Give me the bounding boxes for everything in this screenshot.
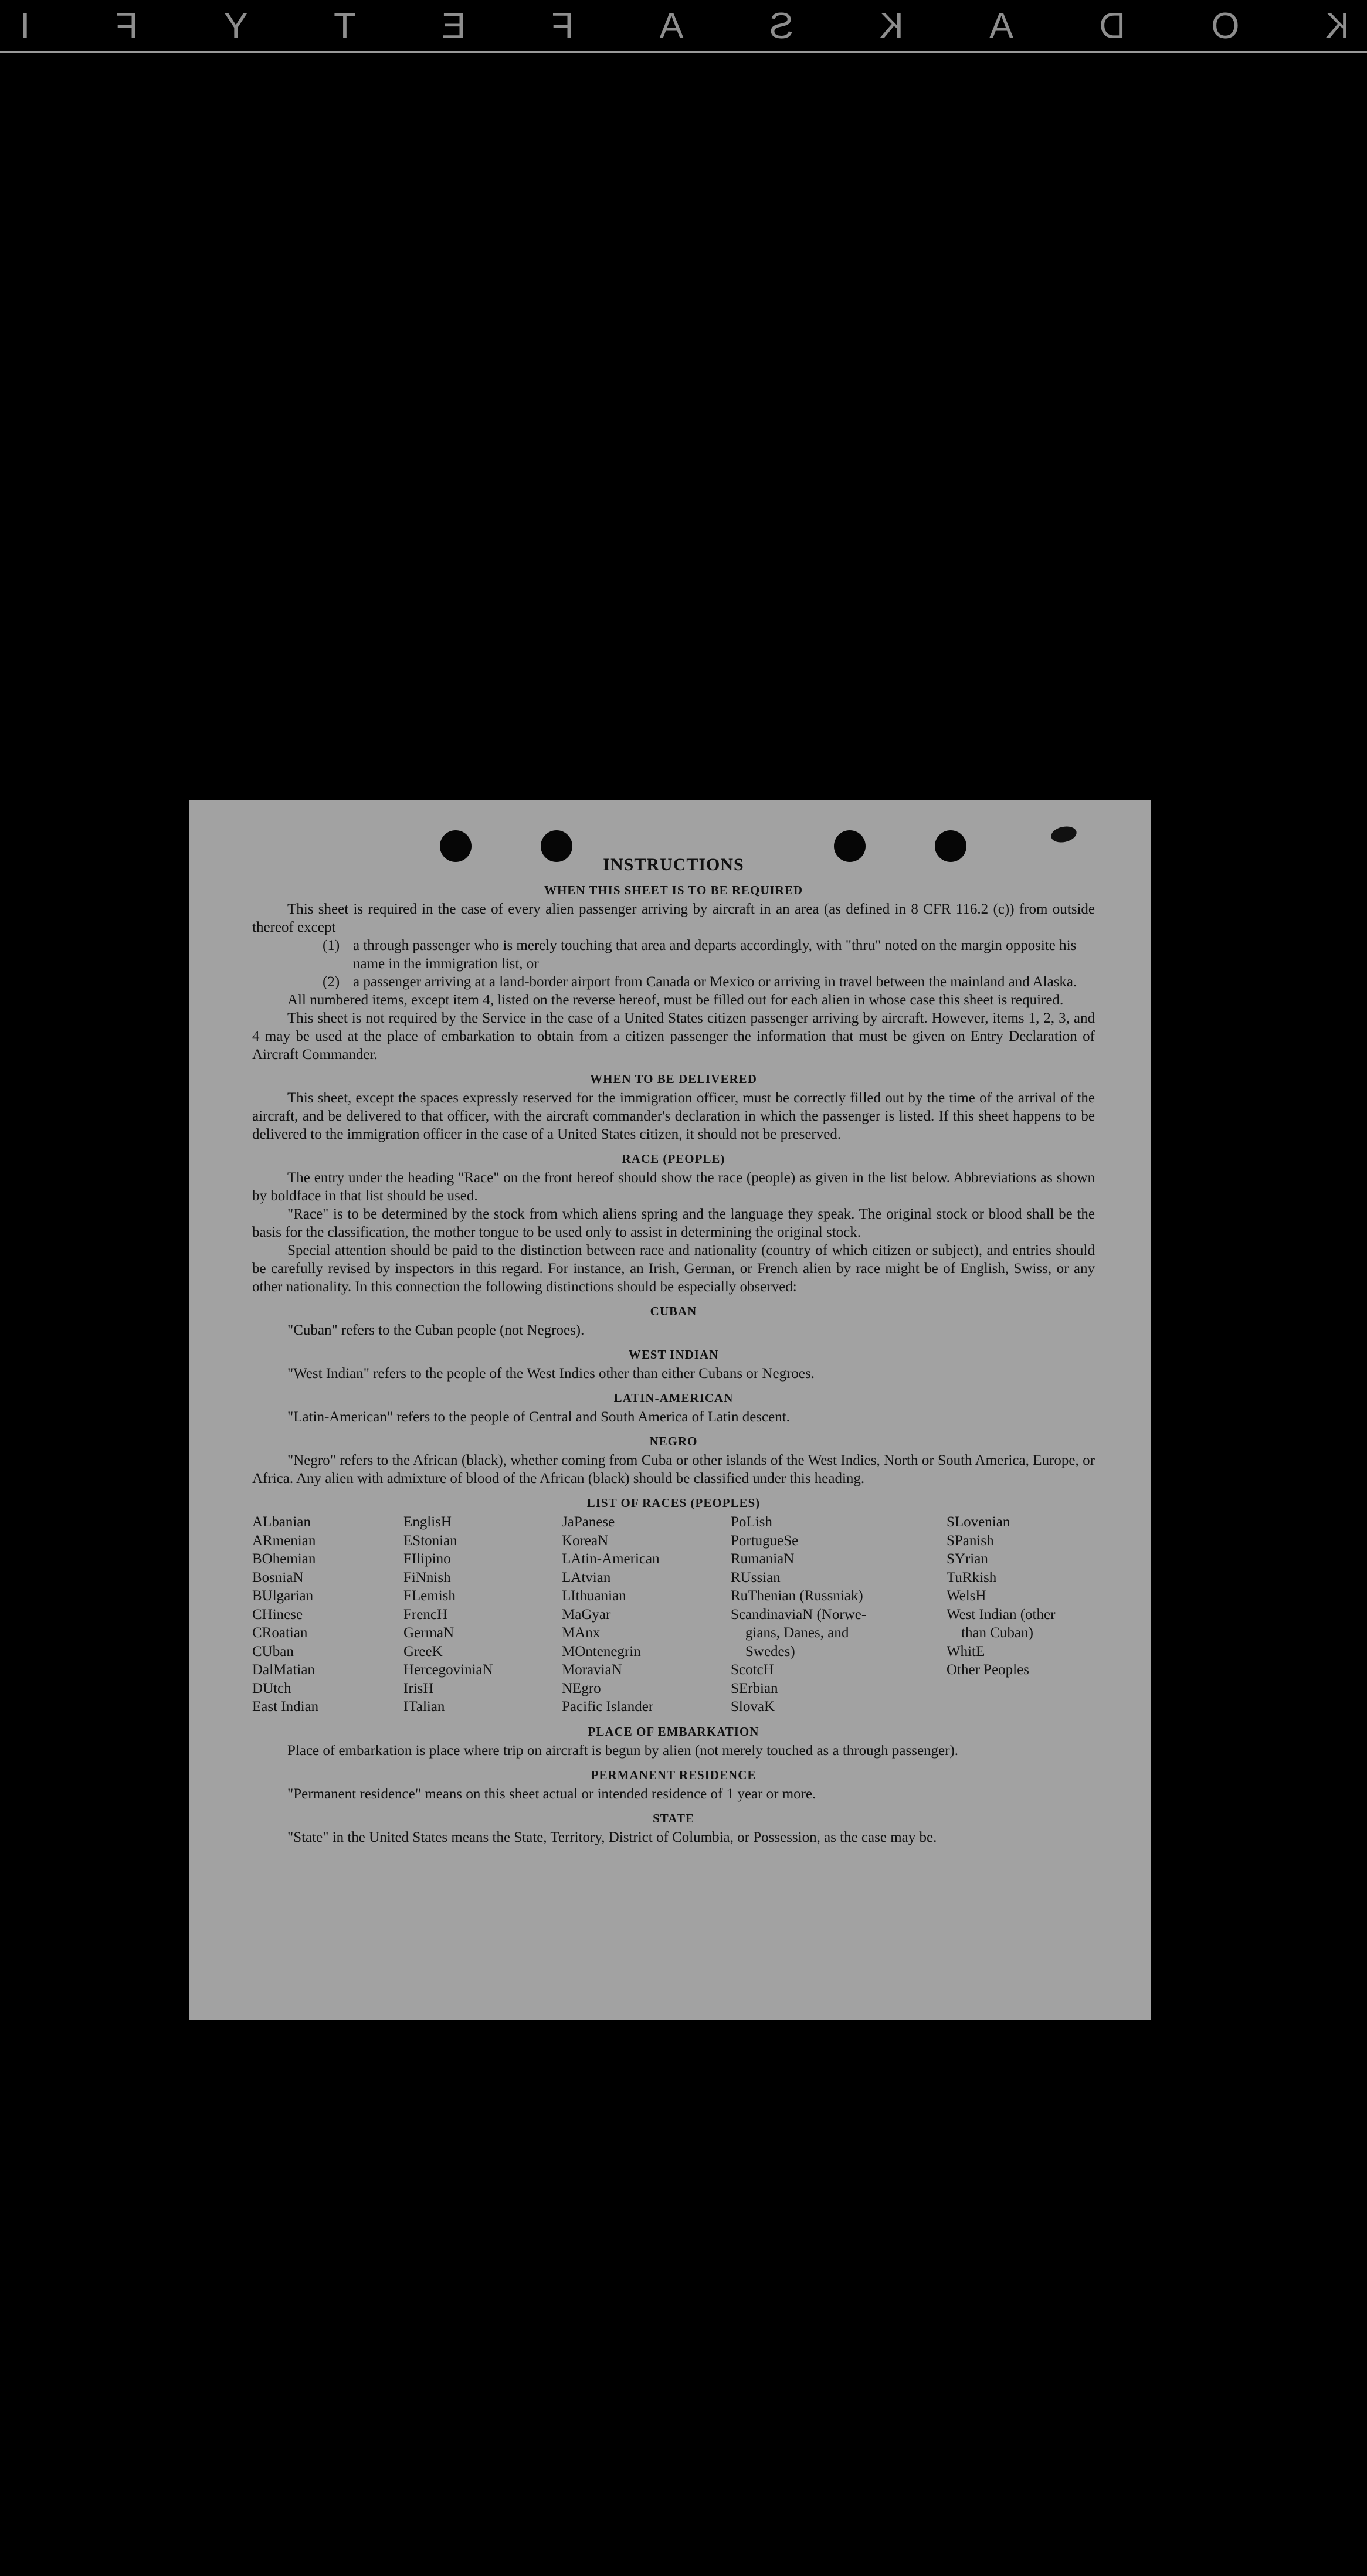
- race-cell: CHinese: [252, 1606, 303, 1623]
- race-cell: LAtvian: [562, 1569, 611, 1586]
- race-cell: BOhemian: [252, 1551, 316, 1567]
- race-cell: SPanish: [947, 1532, 994, 1549]
- film-edge-imprint: [0, 2, 1367, 49]
- race-cell: CRoatian: [252, 1625, 308, 1641]
- race-cell: FrencH: [403, 1606, 447, 1623]
- race-cell: SErbian: [731, 1680, 778, 1696]
- item-text: a passenger arriving at a land-border airport from Canada or Mexico or arriving in travel between the mainland and Alaska.: [353, 974, 1077, 990]
- race-cell: CUban: [252, 1643, 294, 1659]
- item-text: a through passenger who is merely touching that area and departs accordingly, with "thru" noted on the margin opposite his name in the immigration list, or: [353, 938, 1077, 972]
- race-cell: than Cuban): [947, 1625, 1033, 1641]
- race-cell: gians, Danes, and: [731, 1625, 849, 1641]
- paragraph-residence: "Permanent residence" means on this sheet actual or intended residence of 1 year or more.: [287, 1786, 816, 1802]
- races-table: [252, 1513, 1095, 1716]
- race-cell: DalMatian: [252, 1662, 315, 1678]
- race-cell: DUtch: [252, 1680, 291, 1696]
- list-item: [323, 973, 1095, 991]
- race-cell: LIthuanian: [562, 1588, 626, 1604]
- subheading-cuban: CUBAN: [650, 1304, 697, 1318]
- paragraph-race-3: Special attention should be paid to the distinction between race and nationality (country of which citizen or subject), and entries should be carefully revised by inspectors in this regard. For instance, an Irish, German, or French alien by race might be of English, Swiss, or any other nationality. In this connection the following distinctions should be especially observed:: [252, 1243, 1095, 1295]
- paragraph-numbered-items: All numbered items, except item 4, listed on the reverse hereof, must be filled out for each alien in whose case this sheet is required.: [287, 992, 1064, 1008]
- paragraph-embarkation: Place of embarkation is place where trip on aircraft is begun by alien (not merely touched as a through passenger).: [287, 1742, 959, 1759]
- page-title: INSTRUCTIONS: [603, 855, 744, 874]
- edge-letter: F: [549, 5, 574, 46]
- race-cell: TuRkish: [947, 1569, 997, 1586]
- race-cell: Other Peoples: [947, 1662, 1029, 1678]
- race-cell: ITalian: [403, 1699, 445, 1715]
- punch-hole: [834, 830, 866, 862]
- race-cell: West Indian (other: [947, 1606, 1056, 1623]
- edge-letter: E: [439, 5, 466, 46]
- punch-hole: [935, 830, 966, 862]
- race-cell: ARmenian: [252, 1532, 316, 1549]
- race-cell: PortugueSe: [731, 1532, 799, 1549]
- edge-letter: D: [1097, 5, 1126, 46]
- race-cell: RumaniaN: [731, 1551, 795, 1567]
- race-cell: FLemish: [403, 1588, 456, 1604]
- edge-letter: K: [877, 5, 904, 46]
- edge-letter: T: [331, 5, 356, 46]
- race-cell: KoreaN: [562, 1532, 609, 1549]
- punch-hole: [440, 830, 472, 862]
- race-cell: GreeK: [403, 1643, 443, 1659]
- race-cell: MoraviaN: [562, 1662, 622, 1678]
- item-number: (2): [323, 974, 340, 990]
- section-heading-residence: PERMANENT RESIDENCE: [591, 1767, 757, 1782]
- section-heading-list-of-races: LIST OF RACES (PEOPLES): [586, 1496, 761, 1510]
- edge-letter: O: [1209, 5, 1240, 46]
- paragraph-state: "State" in the United States means the State, Territory, District of Columbia, or Possession, as the case may be.: [287, 1829, 937, 1845]
- race-cell: MAnx: [562, 1625, 601, 1641]
- race-cell: WelsH: [947, 1588, 986, 1604]
- race-cell: EStonian: [403, 1532, 457, 1549]
- edge-letter: S: [766, 5, 794, 46]
- paragraph-race-2: "Race" is to be determined by the stock from which aliens spring and the language they speak. The original stock or blood shall be the basis for the classification, the mother tongue to be used only to assist in determining the original stock.: [252, 1206, 1095, 1240]
- race-cell: PoLish: [731, 1514, 772, 1530]
- race-cell: LAtin-American: [562, 1551, 660, 1567]
- section-heading-race: RACE (PEOPLE): [622, 1152, 725, 1166]
- race-cell: MOntenegrin: [562, 1643, 641, 1659]
- race-cell: BosniaN: [252, 1569, 304, 1586]
- race-cell: HercegoviniaN: [403, 1662, 493, 1678]
- subheading-negro: NEGRO: [649, 1434, 698, 1448]
- race-cell: JaPanese: [562, 1514, 615, 1530]
- edge-letter: I: [18, 5, 30, 46]
- paragraph-cuban: "Cuban" refers to the Cuban people (not Negroes).: [287, 1322, 585, 1338]
- section-heading-state: STATE: [653, 1811, 694, 1825]
- paragraph-race-1: The entry under the heading "Race" on the front hereof should show the race (people) as given in the list below. Abbreviations as shown by boldface in that list should be used.: [252, 1170, 1095, 1204]
- race-cell: FIlipino: [403, 1551, 451, 1567]
- ink-stain: [1050, 824, 1078, 845]
- subheading-latin-american: LATIN-AMERICAN: [613, 1391, 734, 1405]
- paragraph-latin-american: "Latin-American" refers to the people of Central and South America of Latin descent.: [287, 1409, 790, 1425]
- paragraph-delivered: This sheet, except the spaces expressly reserved for the immigration officer, must be correctly filled out by the time of the arrival of the aircraft, and be delivered to that officer, with the aircraft commander's declaration in which the passenger is listed. If this sheet happens to be delivered to the immigration officer in the case of a United States citizen, it should not be preserved.: [252, 1090, 1095, 1142]
- race-cell: BUlgarian: [252, 1588, 314, 1604]
- paragraph-required: This sheet is required in the case of every alien passenger arriving by aircraft in an area (as defined in 8 CFR 116.2 (c)) from outside thereof except: [252, 901, 1095, 935]
- paragraph-negro: "Negro" refers to the African (black), whether coming from Cuba or other islands of the West Indies, North or South America, Europe, or Africa. Any alien with admixture of blood of the African (black) should be classified under this heading.: [252, 1452, 1095, 1486]
- race-cell: GermaN: [403, 1625, 454, 1641]
- race-cell: SlovaK: [731, 1699, 775, 1715]
- document-sheet: [189, 800, 1151, 2020]
- race-cell: SLovenian: [947, 1514, 1010, 1530]
- race-cell: East Indian: [252, 1699, 319, 1715]
- section-heading-embarkation: PLACE OF EMBARKATION: [588, 1724, 759, 1739]
- race-cell: ScotcH: [731, 1662, 774, 1678]
- race-cell: FiNnish: [403, 1569, 451, 1586]
- race-cell: [947, 1679, 1099, 1698]
- race-cell: WhitE: [947, 1643, 985, 1659]
- race-cell: Pacific Islander: [562, 1699, 654, 1715]
- exception-list: [323, 936, 1095, 991]
- subheading-west-indian: WEST INDIAN: [628, 1348, 719, 1362]
- section-heading-delivered: WHEN TO BE DELIVERED: [590, 1072, 757, 1086]
- race-cell: EnglisH: [403, 1514, 452, 1530]
- race-cell: Swedes): [731, 1643, 795, 1659]
- race-cell: MaGyar: [562, 1606, 611, 1623]
- race-cell: IrisH: [403, 1680, 434, 1696]
- race-cell: ScandinaviaN (Norwe-: [731, 1606, 867, 1623]
- race-cell: ALbanian: [252, 1514, 311, 1530]
- edge-letter: F: [113, 5, 138, 46]
- paragraph-west-indian: "West Indian" refers to the people of the West Indies other than either Cubans or Negroes.: [287, 1366, 815, 1382]
- race-cell: RUssian: [731, 1569, 781, 1586]
- list-item: [323, 936, 1095, 973]
- edge-letter: Y: [221, 5, 248, 46]
- race-cell: SYrian: [947, 1551, 988, 1567]
- paragraph-citizen: This sheet is not required by the Service in the case of a United States citizen passenger arriving by aircraft. However, items 1, 2, 3, and 4 may be used at the place of embarkation to obtain from a citizen passenger the information that must be given on Entry Declaration of Aircraft Commander.: [252, 1010, 1095, 1063]
- section-heading-required: WHEN THIS SHEET IS TO BE REQUIRED: [544, 883, 803, 897]
- edge-letter: A: [657, 5, 684, 46]
- race-cell: [947, 1698, 1099, 1716]
- punch-hole: [541, 830, 572, 862]
- race-cell: NEgro: [562, 1680, 601, 1696]
- race-cell: RuThenian (Russniak): [731, 1588, 863, 1604]
- film-edge: [0, 0, 1367, 53]
- edge-letter: K: [1322, 5, 1349, 46]
- edge-letter: A: [986, 5, 1014, 46]
- item-number: (1): [323, 938, 340, 953]
